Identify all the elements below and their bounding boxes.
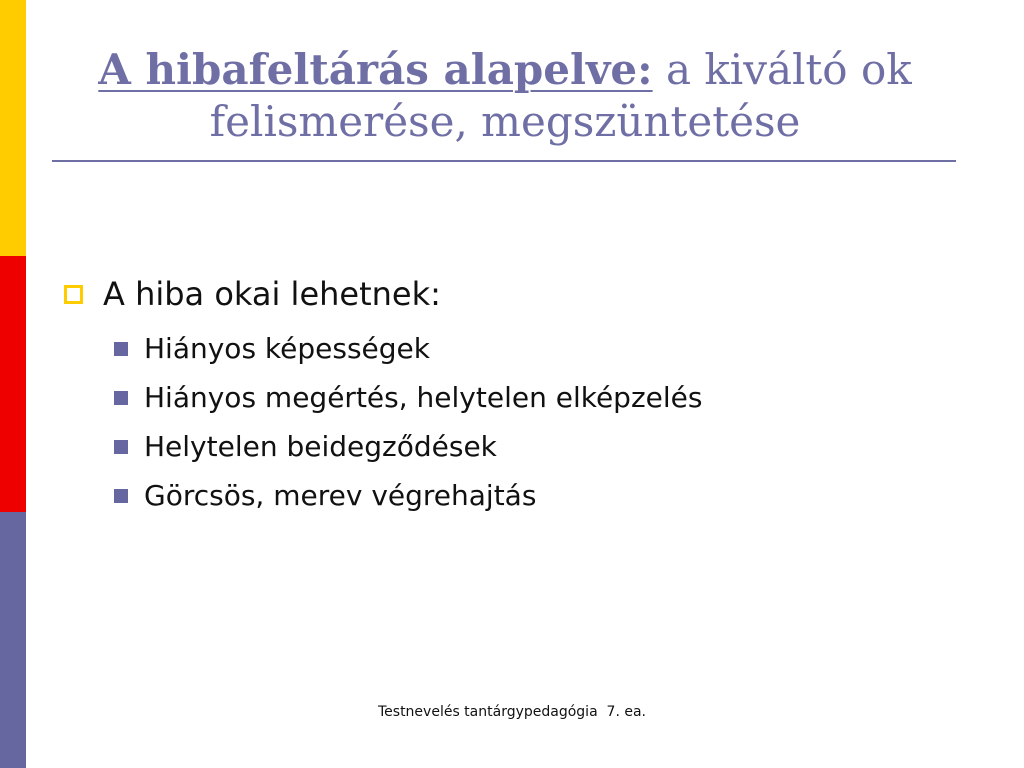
accent-bar-yellow (0, 0, 26, 256)
bullet-level1-text: A hiba okai lehetnek: (103, 275, 441, 313)
sub-bullet-text: Hiányos képességek (144, 332, 430, 365)
slide-title-rest: a kiváltó ok felismerése, megszüntetése (209, 45, 912, 146)
slide-footer: Testnevelés tantárgypedagógia 7. ea. (377, 704, 647, 720)
sub-bullet-text: Görcsös, merev végrehajtás (144, 479, 537, 512)
slide-title-bold: A hibafeltárás alapelve: (98, 45, 653, 94)
sub-bullet-list (64, 324, 964, 520)
sub-bullet-item (114, 422, 964, 471)
filled-square-bullet-icon (114, 342, 128, 356)
sub-bullet-text: Helytelen beidegződések (144, 430, 497, 463)
filled-square-bullet-icon (114, 440, 128, 454)
slide-title (50, 44, 960, 148)
title-underline-rule (52, 160, 956, 162)
filled-square-bullet-icon (114, 391, 128, 405)
bullet-content (64, 268, 964, 520)
bullet-level1 (64, 268, 964, 320)
sub-bullet-item (114, 324, 964, 373)
sub-bullet-item (114, 471, 964, 520)
sub-bullet-item (114, 373, 964, 422)
sub-bullet-text: Hiányos megértés, helytelen elképzelés (144, 381, 703, 414)
filled-square-bullet-icon (114, 489, 128, 503)
accent-bar-blue (0, 512, 26, 768)
accent-bar-red (0, 256, 26, 512)
hollow-square-bullet-icon (64, 285, 83, 304)
